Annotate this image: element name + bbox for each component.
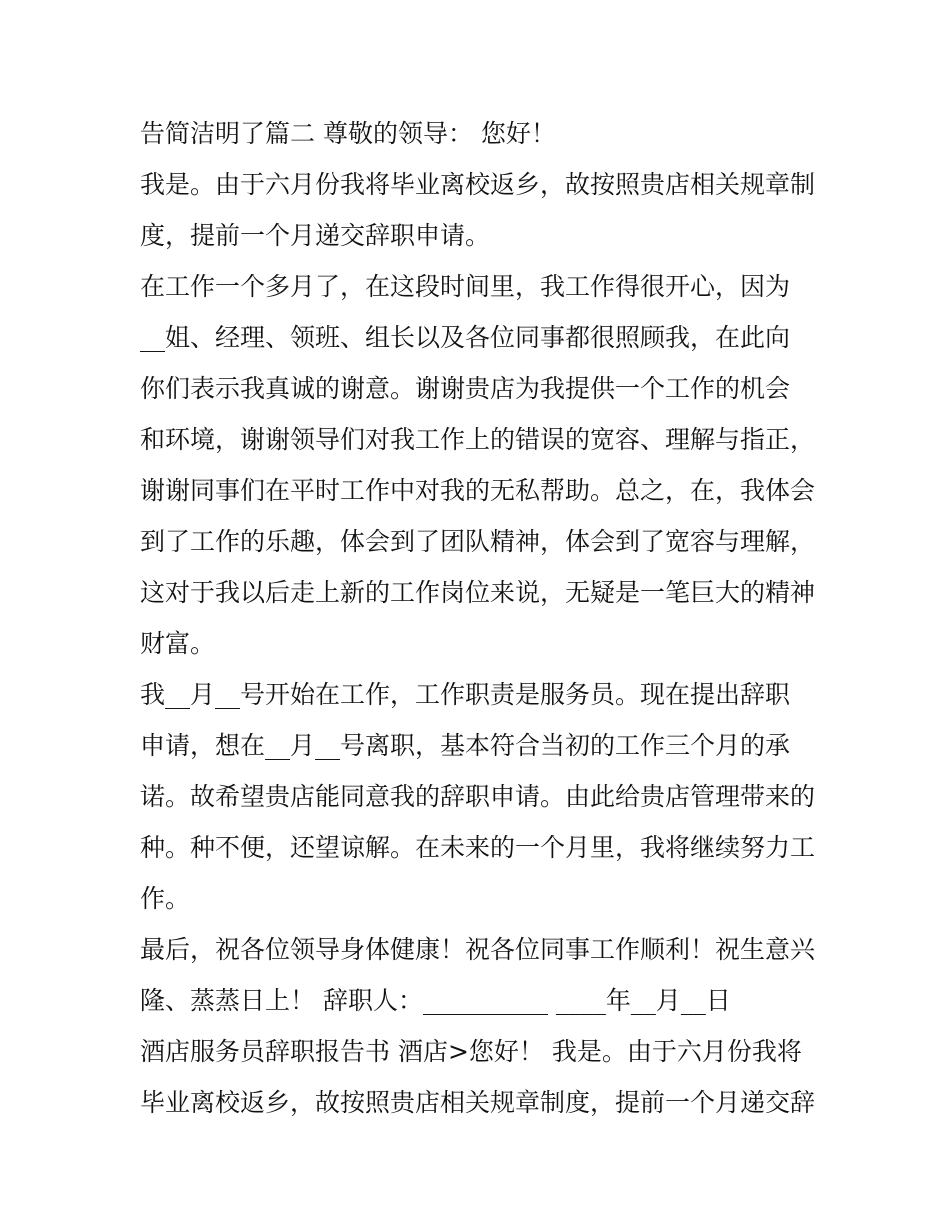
text-line: 这对于我以后走上新的工作岗位来说，无疑是一笔巨大的精神 xyxy=(140,578,816,607)
text-line: 隆、蒸蒸日上！ 辞职人：__________ ____年__月__日 xyxy=(140,986,731,1015)
text-line: 财富。 xyxy=(140,629,216,658)
text-line: 告简洁明了篇二 尊敬的领导： 您好！ xyxy=(140,119,556,148)
text-line: 和环境，谢谢领导们对我工作上的错误的宽容、理解与指正， xyxy=(140,425,816,454)
text-line: 申请，想在__月__号离职，基本符合当初的工作三个月的承 xyxy=(140,731,791,760)
text-line: 度，提前一个月递交辞职申请。 xyxy=(140,221,491,250)
text-line: 我是。由于六月份我将毕业离校返乡，故按照贵店相关规章制 xyxy=(140,170,816,199)
text-line: 到了工作的乐趣，体会到了团队精神，体会到了宽容与理解， xyxy=(140,527,816,556)
document-body xyxy=(140,108,830,1128)
text-line: 作。 xyxy=(140,884,191,913)
text-line: 我__月__号开始在工作，工作职责是服务员。现在提出辞职 xyxy=(140,680,791,709)
text-line: 最后，祝各位领导身体健康！祝各位同事工作顺利！祝生意兴 xyxy=(140,935,816,964)
text-line: 毕业离校返乡，故按照贵店相关规章制度，提前一个月递交辞 xyxy=(140,1088,816,1117)
text-line: 在工作一个多月了，在这段时间里，我工作得很开心，因为 xyxy=(140,272,791,301)
text-line: 谢谢同事们在平时工作中对我的无私帮助。总之，在，我体会 xyxy=(140,476,816,505)
text-line: 种。种不便，还望谅解。在未来的一个月里，我将继续努力工 xyxy=(140,833,816,862)
text-line: __姐、经理、领班、组长以及各位同事都很照顾我，在此向 xyxy=(140,323,791,352)
text-line: 诺。故希望贵店能同意我的辞职申请。由此给贵店管理带来的 xyxy=(140,782,816,811)
text-line: 你们表示我真诚的谢意。谢谢贵店为我提供一个工作的机会 xyxy=(140,374,791,403)
text-line: 酒店服务员辞职报告书 酒店>您好！ 我是。由于六月份我将 xyxy=(140,1037,802,1066)
